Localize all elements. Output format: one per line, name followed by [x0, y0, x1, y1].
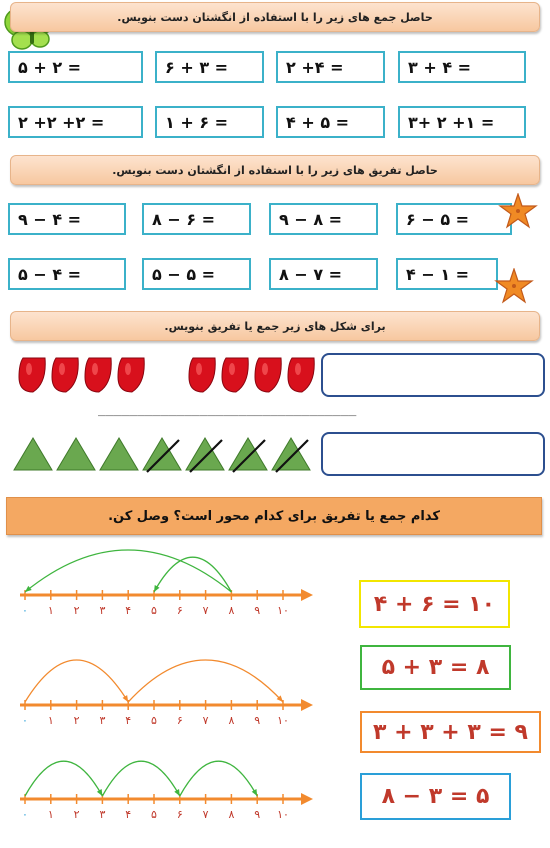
subtraction-box[interactable]: ۹ − ۴ = [8, 203, 126, 235]
tick-label: ۵ [151, 714, 157, 727]
addition-box[interactable]: ۵ + ۲ = [8, 51, 143, 83]
equation-box[interactable]: ۴ + ۶ = ۱۰ [359, 580, 510, 628]
subtraction-box[interactable]: ۴ − ۱ = [396, 258, 498, 290]
number-lines [10, 545, 330, 845]
addition-box[interactable]: ۳+ ۲ +۱ = [398, 106, 526, 138]
equation-box[interactable]: ۵ + ۳ = ۸ [360, 645, 511, 690]
addition-box[interactable]: ۲ +۲ +۲ = [8, 106, 143, 138]
tick-label: ۱۰ [277, 714, 289, 727]
addition-box[interactable]: ۲ +۴ = [276, 51, 385, 83]
tick-label: ۱۰ [277, 808, 289, 821]
tick-label: ۲ [73, 808, 80, 821]
drop-icon [52, 358, 78, 392]
number-line [20, 660, 313, 727]
drop-icon [255, 358, 281, 392]
jump-arc [154, 557, 231, 592]
subtraction-box[interactable]: ۸ − ۷ = [269, 258, 378, 290]
section-3-title [10, 311, 540, 341]
subtraction-box[interactable]: ۶ − ۵ = [396, 203, 512, 235]
number-line [20, 550, 313, 617]
axis-arrow [301, 699, 313, 711]
tick-label: ۳ [99, 604, 106, 617]
axis-arrow [301, 589, 313, 601]
tick-label: ۶ [176, 714, 183, 727]
tick-label: ۶ [176, 604, 183, 617]
subtraction-box[interactable]: ۸ − ۶ = [142, 203, 251, 235]
triangle-icon [14, 438, 52, 470]
answer-box-triangles[interactable] [321, 432, 545, 476]
tick-label: ۴ [125, 714, 132, 727]
tick-label: ۶ [176, 808, 183, 821]
drop-icon [85, 358, 111, 392]
section-2-title [10, 155, 540, 185]
equation-box[interactable]: ۸ − ۳ = ۵ [360, 773, 511, 820]
tick-label: ۱ [47, 808, 54, 821]
tick-label: ۵ [151, 604, 157, 617]
drop-icon [288, 358, 314, 392]
tick-label: ۸ [228, 714, 235, 727]
section-4-title-text: کدام جمع یا تفریق برای کدام محور است؟ وصل کن. [108, 508, 440, 524]
tick-label: ۱ [47, 714, 54, 727]
tick-label: ۸ [228, 604, 235, 617]
starfish-icon [498, 193, 538, 229]
tick-label: ۸ [228, 808, 235, 821]
axis-arrow [301, 793, 313, 805]
subtraction-box[interactable]: ۵ − ۵ = [142, 258, 251, 290]
addition-box[interactable]: ۴ + ۵ = [276, 106, 385, 138]
addition-box[interactable]: ۱ + ۶ = [155, 106, 264, 138]
drop-highlight [295, 363, 301, 375]
tick-label: ۲ [73, 714, 80, 727]
section-4-title [6, 497, 542, 535]
tick-label: ۱ [47, 604, 54, 617]
section-1-title-text: حاصل جمع های زیر را با استفاده از انگشتان دست بنویس. [117, 10, 433, 24]
tick-label: ۰ [22, 604, 28, 617]
tick-label: ۷ [202, 714, 209, 727]
tick-label: ۳ [99, 808, 106, 821]
jump-arc [25, 550, 231, 592]
equation-box[interactable]: ۳ + ۳ + ۳ = ۹ [360, 711, 541, 753]
tick-label: ۹ [254, 714, 261, 727]
section-2-title-text: حاصل تفریق های زیر را با استفاده از انگشتان دست بنویس. [112, 163, 438, 177]
starfish-icon [494, 268, 534, 304]
triangle-icon [57, 438, 95, 470]
tick-label: ۴ [125, 808, 132, 821]
section-1-title [10, 2, 540, 32]
jump-arc [25, 660, 128, 702]
drop-highlight [59, 363, 65, 375]
jump-arc [180, 761, 257, 796]
number-line [20, 761, 313, 821]
subtraction-box[interactable]: ۵ − ۴ = [8, 258, 126, 290]
tick-label: ۷ [202, 604, 209, 617]
triangle-icon [100, 438, 138, 470]
drop-icon [19, 358, 45, 392]
addition-box[interactable]: ۶ + ۳ = [155, 51, 264, 83]
drop-highlight [26, 363, 32, 375]
answer-box-drops[interactable] [321, 353, 545, 397]
jump-arc [25, 761, 102, 796]
drop-icon [222, 358, 248, 392]
tick-label: ۲ [73, 604, 80, 617]
jump-arc [128, 660, 283, 702]
drops-picture [15, 355, 315, 395]
drop-icon [189, 358, 215, 392]
tick-label: ۰ [22, 714, 28, 727]
subtraction-box[interactable]: ۹ − ۸ = [269, 203, 378, 235]
drop-highlight [125, 363, 131, 375]
tick-label: ۱۰ [277, 604, 289, 617]
tick-label: ۰ [22, 808, 28, 821]
tick-label: ۴ [125, 604, 132, 617]
drop-highlight [196, 363, 202, 375]
drop-highlight [262, 363, 268, 375]
drop-icon [118, 358, 144, 392]
tick-label: ۷ [202, 808, 209, 821]
tick-label: ۹ [254, 808, 261, 821]
jump-arrowhead [123, 695, 129, 702]
tick-label: ۹ [254, 604, 261, 617]
divider-line: _________________________________ [98, 402, 357, 417]
jump-arc [102, 761, 179, 796]
drop-highlight [229, 363, 235, 375]
addition-box[interactable]: ۳ + ۴ = [398, 51, 526, 83]
tick-label: ۵ [151, 808, 157, 821]
drop-highlight [92, 363, 98, 375]
triangles-picture [12, 432, 322, 474]
section-3-title-text: برای شکل های زیر جمع یا تفریق بنویس. [164, 319, 386, 333]
tick-label: ۳ [99, 714, 106, 727]
